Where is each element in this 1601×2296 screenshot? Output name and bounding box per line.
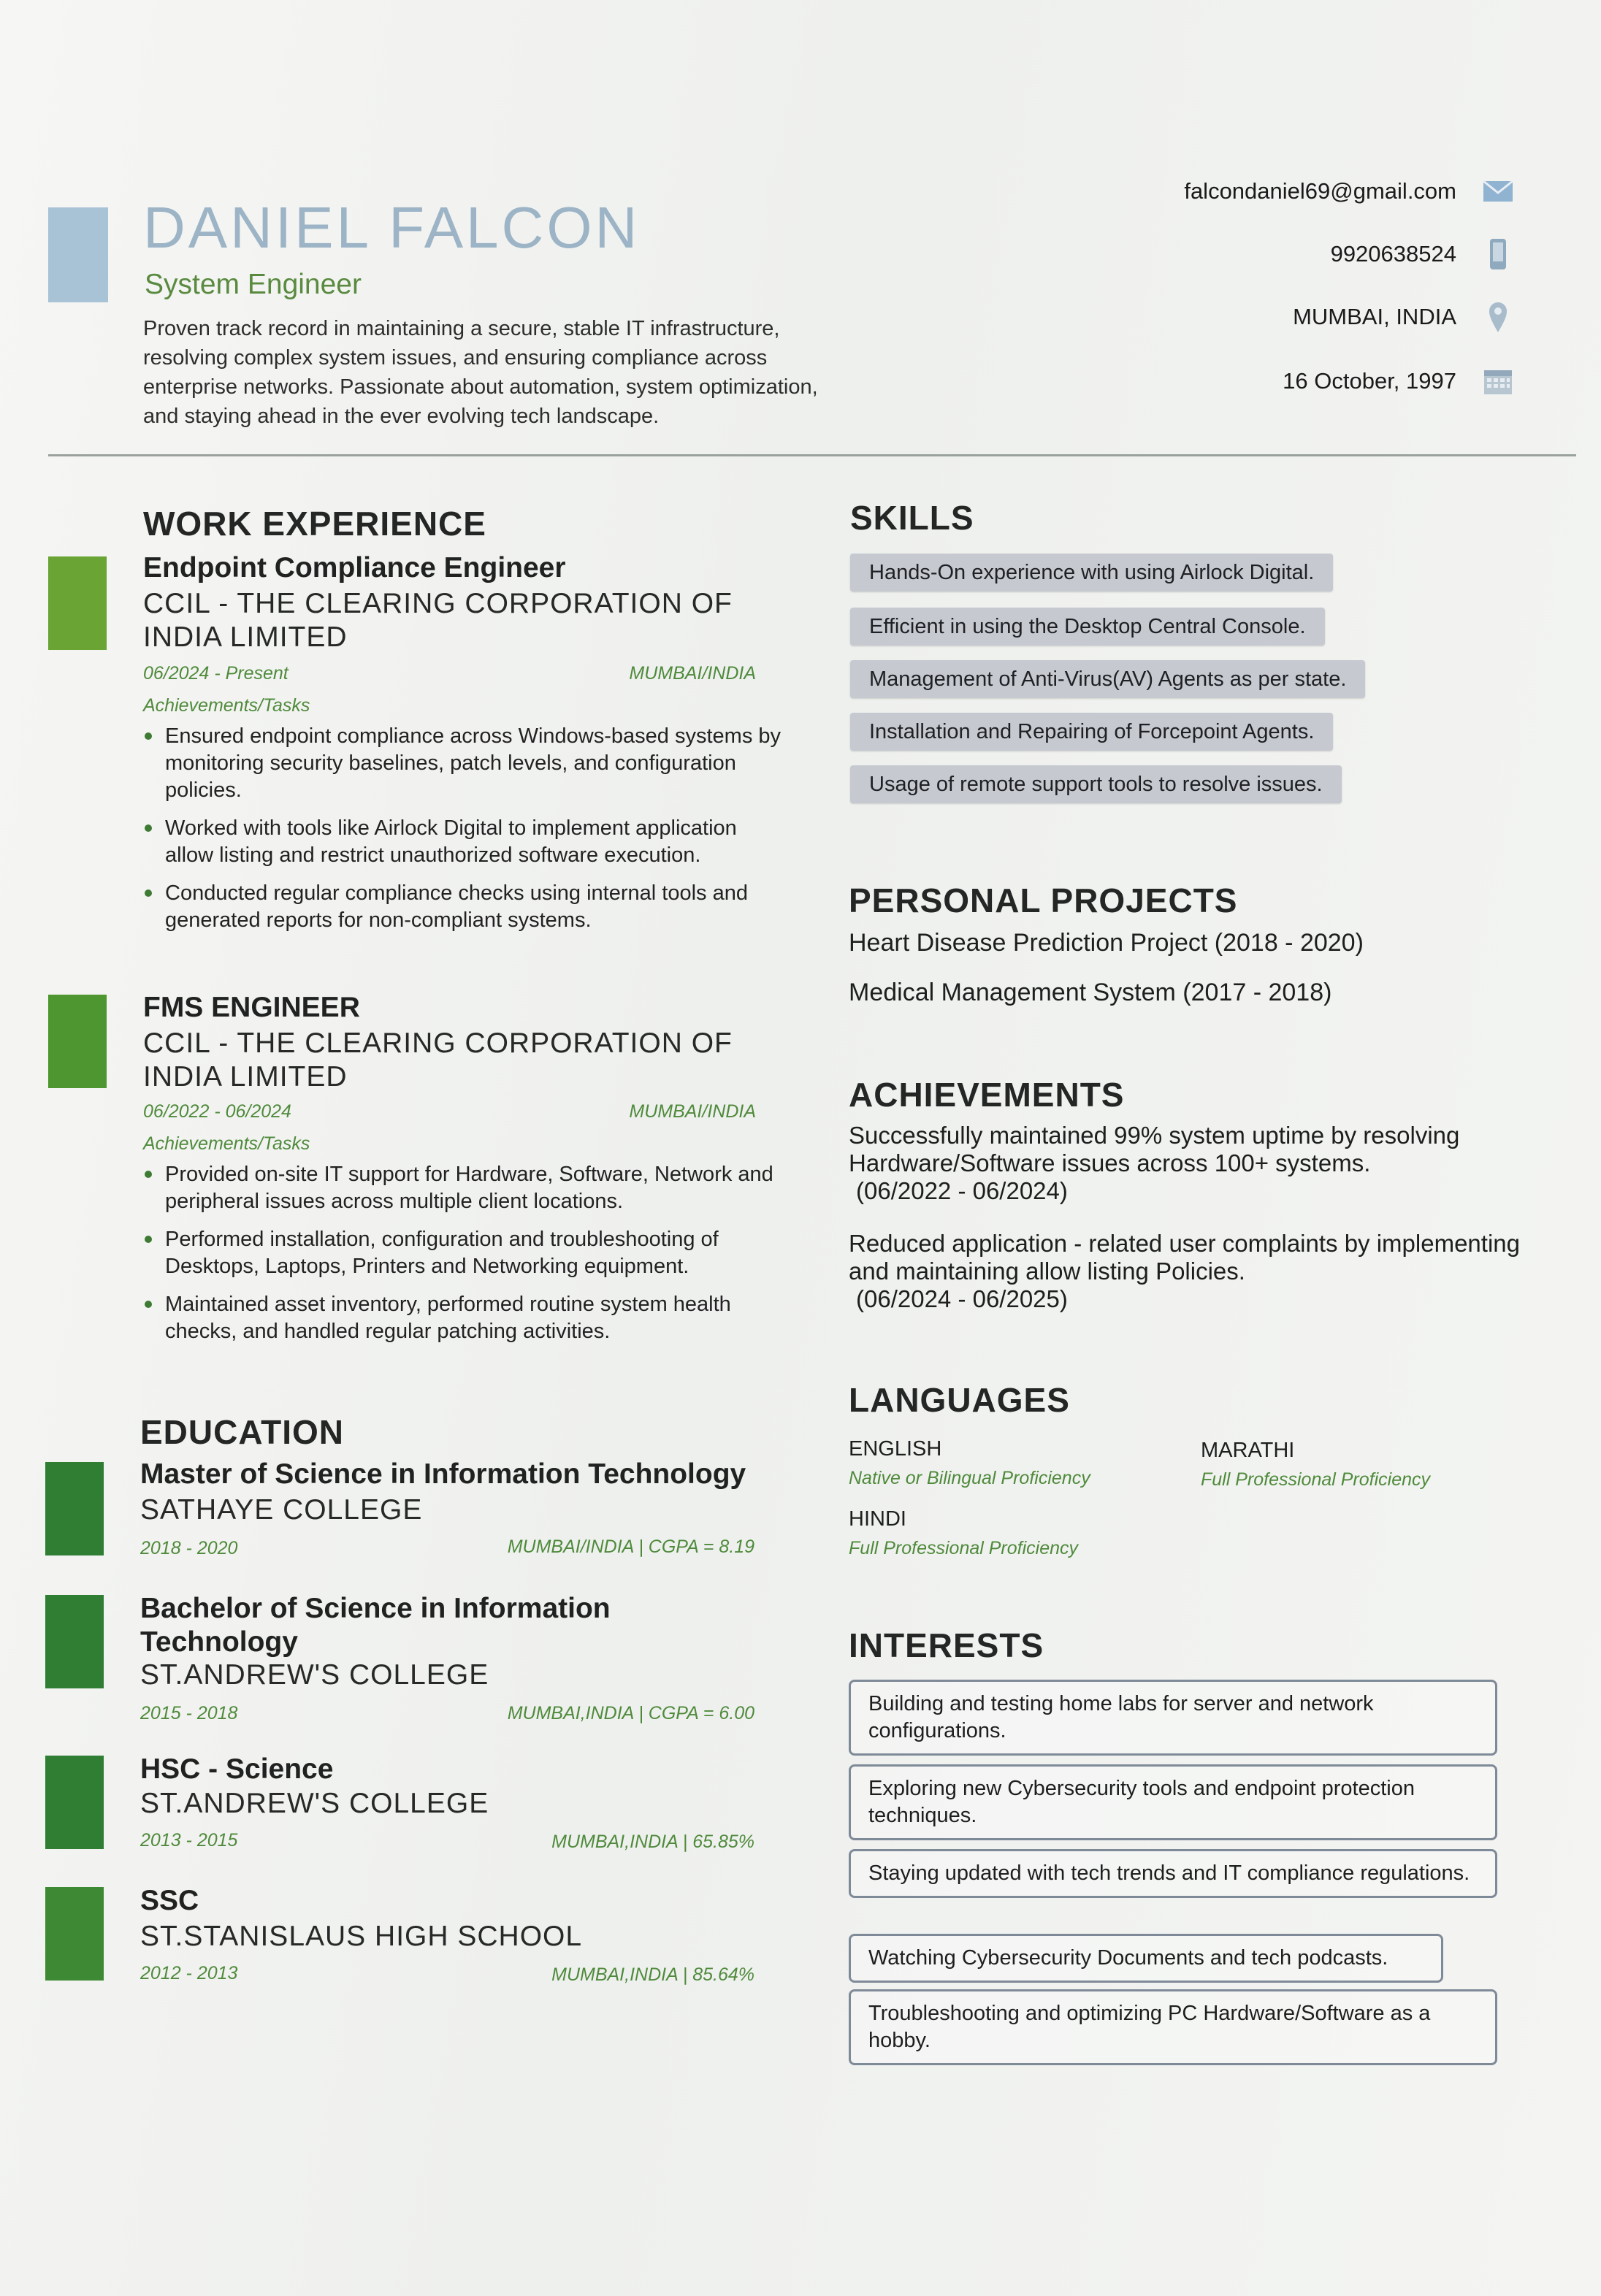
skill-chip: Hands-On experience with using Airlock Digital. — [850, 554, 1333, 592]
education-detail: MUMBAI/INDIA | CGPA = 8.19 — [507, 1537, 754, 1557]
education-heading: EDUCATION — [140, 1413, 345, 1451]
list-item: Conducted regular compliance checks using internal tools and generated reports for non-compliant systems. — [165, 880, 786, 934]
contact-email[interactable] — [1184, 171, 1515, 212]
interest-item: Exploring new Cybersecurity tools and endpoint protection techniques. — [849, 1764, 1497, 1840]
work-experience-heading: WORK EXPERIENCE — [143, 505, 486, 543]
name-accent-block — [48, 207, 108, 302]
interest-item: Building and testing home labs for server and network configurations. — [849, 1680, 1497, 1756]
job-marker — [48, 556, 107, 650]
language-name: HINDI — [849, 1507, 906, 1531]
skill-chip: Usage of remote support tools to resolve issues. — [850, 765, 1342, 803]
candidate-name: DANIEL FALCON — [143, 195, 641, 260]
achievement-dates: (06/2024 - 06/2025) — [856, 1285, 1068, 1312]
education-marker — [45, 1462, 104, 1555]
list-item: Provided on-site IT support for Hardware, Software, Network and peripheral issues across multiple client locations. — [165, 1161, 786, 1215]
dob-text: 16 October, 1997 — [1283, 368, 1456, 394]
contact-phone — [1331, 234, 1515, 275]
degree-title: HSC - Science — [140, 1753, 334, 1785]
education-marker — [45, 1595, 104, 1688]
achievement-item — [849, 1230, 1521, 1313]
achievements-heading: ACHIEVEMENTS — [849, 1076, 1125, 1114]
education-dates: 2015 - 2018 — [140, 1703, 238, 1723]
education-detail: MUMBAI,INDIA | 65.85% — [551, 1832, 754, 1852]
education-dates: 2018 - 2020 — [140, 1538, 238, 1558]
job-organization: CCIL - THE CLEARING CORPORATION OF INDIA LIMITED — [143, 588, 733, 653]
skill-chip: Installation and Repairing of Forcepoint Agents. — [850, 713, 1333, 751]
tasks-label: Achievements/Tasks — [143, 1133, 310, 1154]
school-name: ST.ANDREW'S COLLEGE — [140, 1788, 489, 1819]
language-level: Full Professional Proficiency — [1201, 1469, 1431, 1490]
achievement-dates: (06/2022 - 06/2024) — [856, 1177, 1068, 1204]
job-dates: 06/2022 - 06/2024 — [143, 1101, 291, 1122]
education-detail: MUMBAI,INDIA | CGPA = 6.00 — [507, 1703, 754, 1723]
task-list — [145, 1161, 786, 1356]
degree-title: SSC — [140, 1885, 199, 1916]
interest-item: Watching Cybersecurity Documents and tech podcasts. — [849, 1934, 1443, 1983]
contact-dob — [1283, 361, 1515, 402]
job-location: MUMBAI/INDIA — [629, 663, 756, 684]
location-text: MUMBAI, INDIA — [1293, 304, 1456, 329]
list-item: Worked with tools like Airlock Digital to implement application allow listing and restrict unauthorized software execution. — [165, 815, 786, 869]
list-item: Maintained asset inventory, performed routine system health checks, and handled regular patching activities. — [165, 1291, 786, 1345]
skill-chip: Efficient in using the Desktop Central Console. — [850, 608, 1325, 646]
achievement-text: Successfully maintained 99% system uptime by resolving Hardware/Software issues across 100+ systems. — [849, 1122, 1460, 1176]
header-divider — [48, 454, 1576, 456]
project-item: Medical Management System (2017 - 2018) — [849, 979, 1332, 1006]
language-name: ENGLISH — [849, 1437, 942, 1461]
education-dates: 2012 - 2013 — [140, 1963, 238, 1983]
job-title: System Engineer — [145, 269, 362, 300]
education-marker — [45, 1756, 104, 1849]
school-name: SATHAYE COLLEGE — [140, 1494, 423, 1526]
task-list — [145, 723, 786, 945]
job-title: Endpoint Compliance Engineer — [143, 552, 566, 583]
job-organization: CCIL - THE CLEARING CORPORATION OF INDIA LIMITED — [143, 1028, 733, 1092]
list-item: Performed installation, configuration and troubleshooting of Desktops, Laptops, Printers and Networking equipment. — [165, 1226, 786, 1280]
job-location: MUMBAI/INDIA — [629, 1101, 756, 1122]
interest-item: Staying updated with tech trends and IT compliance regulations. — [849, 1849, 1497, 1898]
language-level: Native or Bilingual Proficiency — [849, 1468, 1090, 1488]
degree-title: Master of Science in Information Technology — [140, 1458, 746, 1490]
projects-heading: PERSONAL PROJECTS — [849, 881, 1238, 919]
skills-heading: SKILLS — [850, 499, 974, 537]
profile-summary: Proven track record in maintaining a secure, stable IT infrastructure, resolving complex system issues, and ensuring compliance across enterprise networks. Passionate about automation, system optimization, and staying ahead in the ever evolving tech landscape. — [143, 317, 818, 428]
achievement-item — [849, 1122, 1521, 1205]
education-marker — [45, 1887, 104, 1981]
school-name: ST.ANDREW'S COLLEGE — [140, 1659, 489, 1691]
location-pin-icon — [1481, 300, 1515, 334]
interest-item: Troubleshooting and optimizing PC Hardware/Software as a hobby. — [849, 1989, 1497, 2065]
envelope-icon — [1481, 175, 1515, 208]
language-level: Full Professional Proficiency — [849, 1538, 1079, 1558]
degree-title: Bachelor of Science in Information Technology — [140, 1593, 611, 1658]
contact-location — [1293, 296, 1515, 337]
languages-heading: LANGUAGES — [849, 1381, 1070, 1419]
achievement-text: Reduced application - related user complaints by implementing and maintaining allow listing Policies. — [849, 1230, 1520, 1285]
calendar-icon — [1481, 364, 1515, 398]
job-marker — [48, 995, 107, 1088]
school-name: ST.STANISLAUS HIGH SCHOOL — [140, 1921, 583, 1952]
job-dates: 06/2024 - Present — [143, 663, 289, 684]
interests-heading: INTERESTS — [849, 1626, 1044, 1664]
list-item: Ensured endpoint compliance across Windows-based systems by monitoring security baselines, patch levels, and configuration policies. — [165, 723, 786, 804]
job-title: FMS ENGINEER — [143, 992, 360, 1023]
phone-text: 9920638524 — [1330, 241, 1456, 267]
tasks-label: Achievements/Tasks — [143, 695, 310, 716]
education-detail: MUMBAI,INDIA | 85.64% — [551, 1964, 754, 1985]
skill-chip: Management of Anti-Virus(AV) Agents as per state. — [850, 660, 1365, 698]
language-name: MARATHI — [1201, 1439, 1295, 1462]
phone-icon — [1481, 237, 1515, 271]
education-dates: 2013 - 2015 — [140, 1830, 238, 1851]
email-text[interactable]: falcondaniel69@gmail.com — [1184, 178, 1456, 204]
project-item: Heart Disease Prediction Project (2018 - 2020) — [849, 929, 1364, 957]
